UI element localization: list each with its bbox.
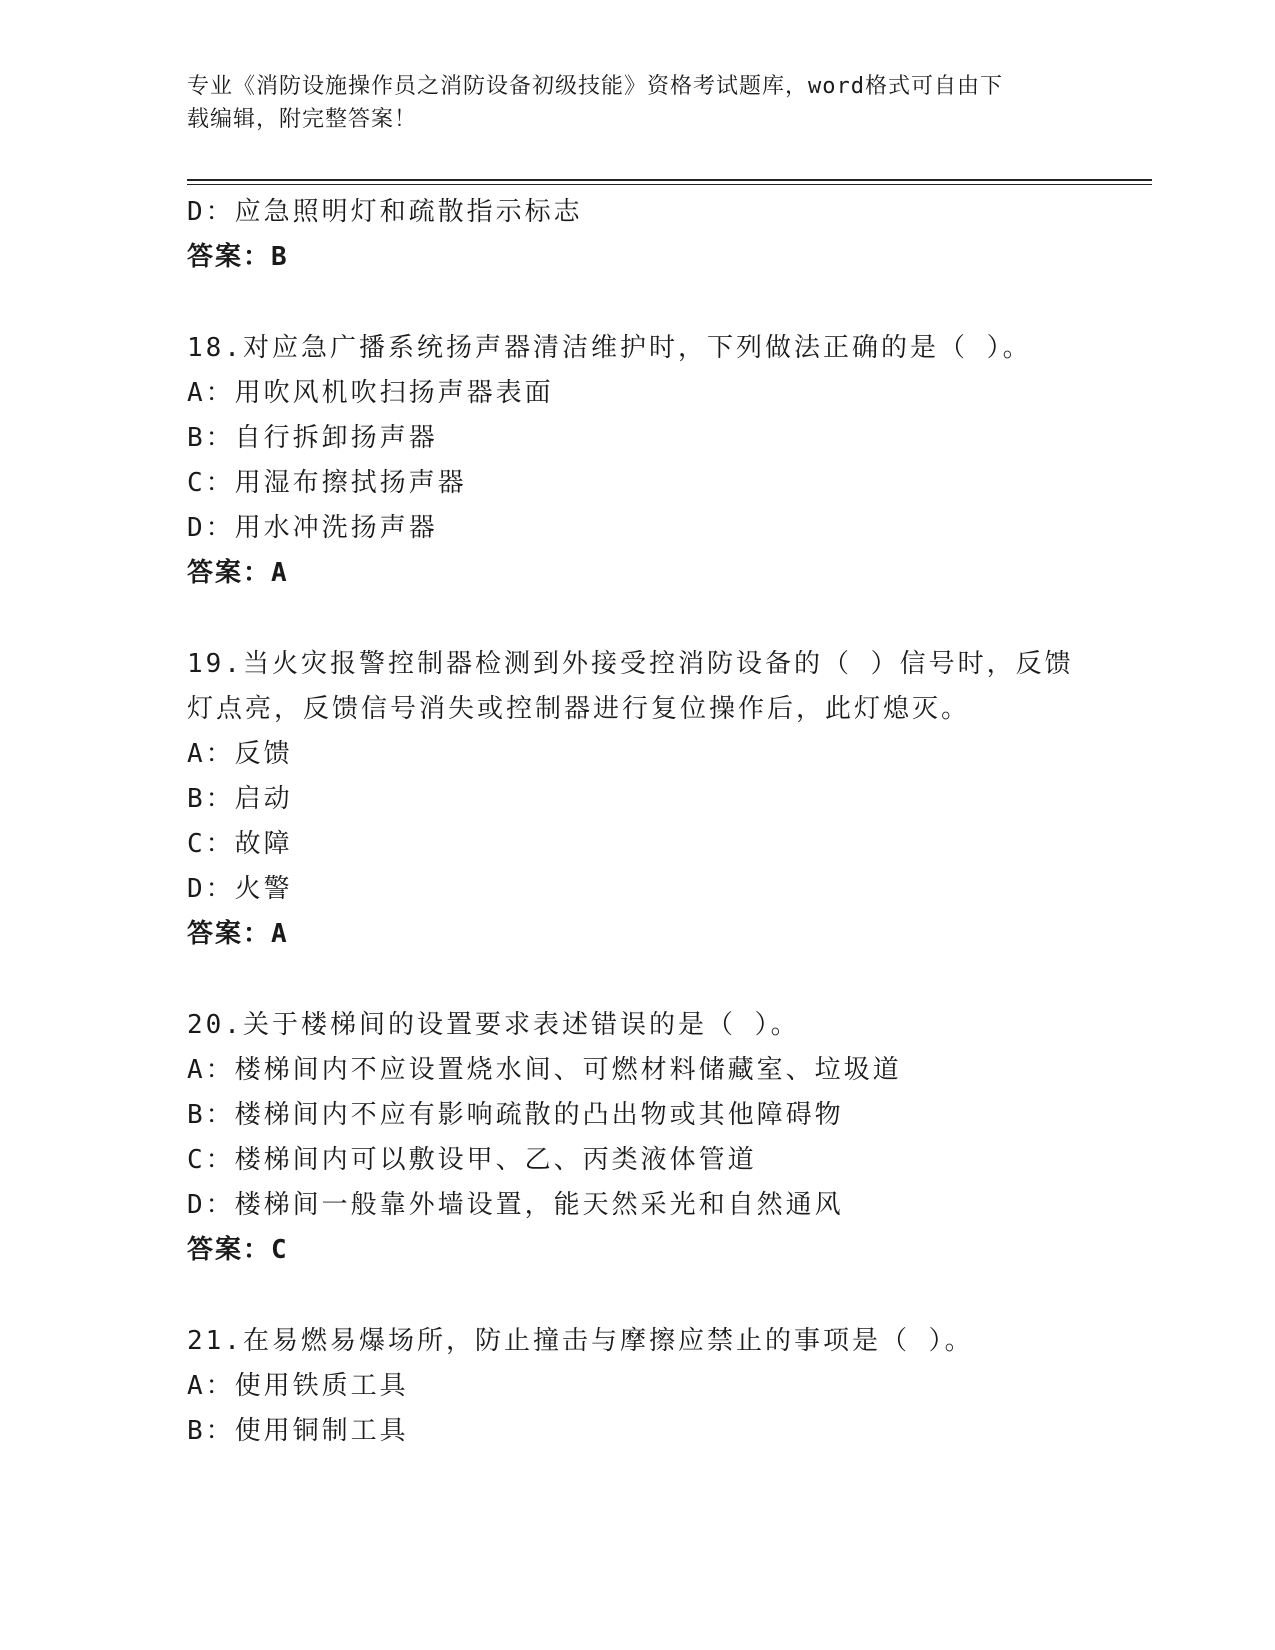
option-b: B：使用铜制工具 [187, 1416, 409, 1446]
option-b: B：楼梯间内不应有影响疏散的凸出物或其他障碍物 [187, 1100, 844, 1130]
header-line-2: 载编辑，附完整答案！ [187, 107, 418, 132]
question-list [187, 190, 1127, 1454]
option-a: A：使用铁质工具 [187, 1371, 409, 1401]
option-d: D：应急照明灯和疏散指示标志 [187, 197, 583, 227]
question-stem: 18.对应急广播系统扬声器清洁维护时，下列做法正确的是（ ）。 [187, 333, 1032, 363]
answer: 答案：A [187, 919, 289, 949]
header-divider-thick [187, 179, 1152, 181]
option-d: D：火警 [187, 874, 293, 904]
option-d: D：楼梯间一般靠外墙设置，能天然采光和自然通风 [187, 1190, 844, 1220]
question-stem: 20.关于楼梯间的设置要求表述错误的是（ ）。 [187, 1010, 800, 1040]
spacer [187, 957, 1127, 1003]
option-c: C：用湿布擦拭扬声器 [187, 468, 467, 498]
option-c: C：故障 [187, 829, 293, 859]
spacer [187, 280, 1127, 326]
header-line-1: 专业《消防设施操作员之消防设备初级技能》资格考试题库，word格式可自由下 [187, 74, 1003, 99]
question-stem-continued: 灯点亮，反馈信号消失或控制器进行复位操作后，此灯熄灭。 [187, 694, 971, 724]
answer: 答案：A [187, 558, 289, 588]
option-d: D：用水冲洗扬声器 [187, 513, 438, 543]
option-a: A：反馈 [187, 739, 293, 769]
header-divider-thin [187, 184, 1152, 185]
option-a: A：楼梯间内不应设置烧水间、可燃材料储藏室、垃圾道 [187, 1055, 902, 1085]
option-b: B：启动 [187, 784, 293, 814]
answer: 答案：C [187, 1235, 289, 1265]
spacer [187, 596, 1127, 642]
spacer [187, 1273, 1127, 1319]
option-a: A：用吹风机吹扫扬声器表面 [187, 378, 554, 408]
option-c: C：楼梯间内可以敷设甲、乙、丙类液体管道 [187, 1145, 757, 1175]
document-header [187, 70, 1067, 136]
option-b: B：自行拆卸扬声器 [187, 423, 438, 453]
question-stem: 21.在易燃易爆场所，防止撞击与摩擦应禁止的事项是（ ）。 [187, 1326, 974, 1356]
answer: 答案：B [187, 242, 289, 272]
question-stem: 19.当火灾报警控制器检测到外接受控消防设备的（ ）信号时，反馈 [187, 649, 1074, 679]
